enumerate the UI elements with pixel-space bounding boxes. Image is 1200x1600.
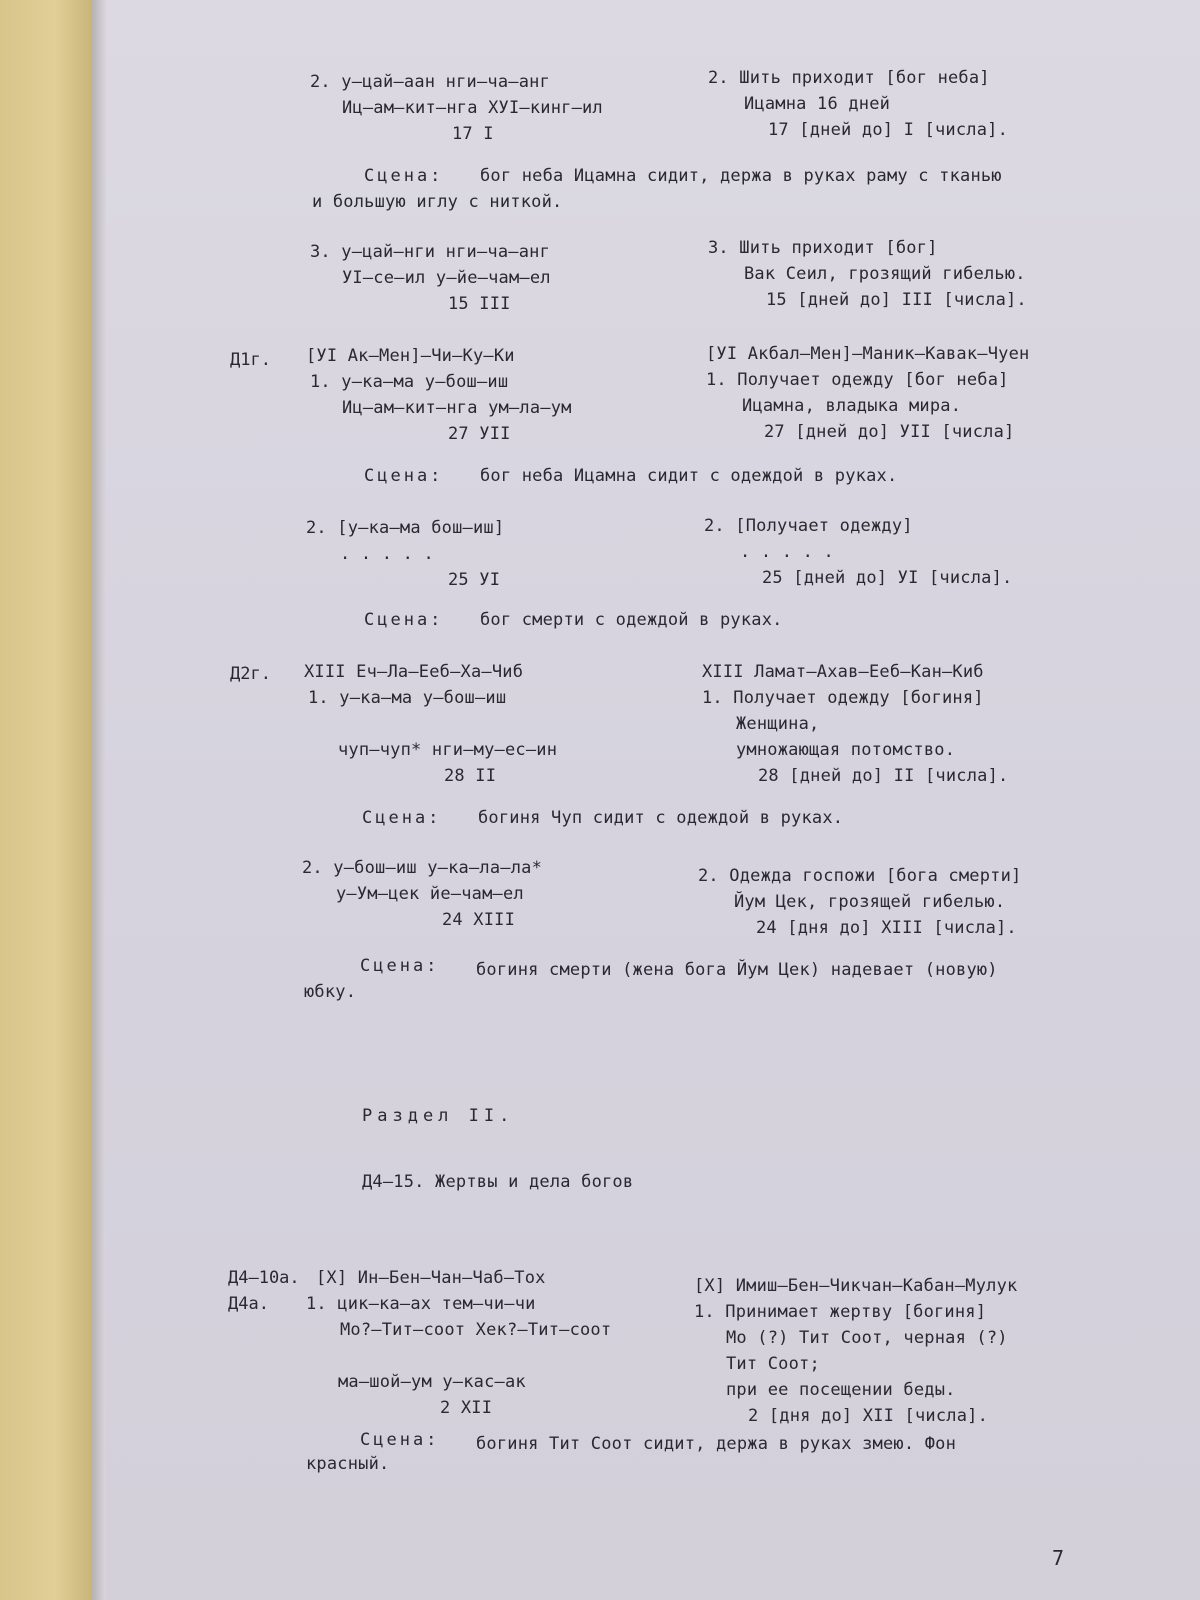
b2-left-2: УI–се–ил у–йе–чам–ел: [342, 268, 551, 288]
b3-left-2: 1. у–ка–ма у–бош–иш: [310, 372, 509, 392]
last-left-1: 1. цик–ка–ах тем–чи–чи: [306, 1294, 536, 1314]
b5-right-3: Женщина,: [736, 714, 820, 734]
b1-scene-cont: и большую иглу с ниткой.: [312, 192, 563, 212]
b1-right-3: 17 [дней до] I [числа].: [768, 120, 1009, 140]
last-right-6: 2 [дня до] XII [числа].: [748, 1406, 989, 1426]
page-number: 7: [1052, 1546, 1065, 1570]
b5-right-4: умножающая потомство.: [736, 740, 956, 760]
b5-left-3: чуп–чуп* нги–му–ес–ин: [338, 740, 558, 760]
b1-left-2: Иц–ам–кит–нга XУI–кинг–ил: [342, 98, 603, 118]
b5-scene-text: богиня Чуп сидит с одеждой в руках.: [478, 808, 844, 828]
b5-scene-word: Сцена:: [362, 808, 442, 828]
b4-scene-text: бог смерти с одеждой в руках.: [480, 610, 783, 630]
last-left-3: ма–шой–ум у–кас–ак: [338, 1372, 526, 1392]
last-scene-text: богиня Тит Соот сидит, держа в руках змею. Фон: [476, 1434, 957, 1454]
b5-label: Д2г.: [230, 664, 271, 684]
b5-right-2: 1. Получает одежду [богиня]: [702, 688, 984, 708]
last-left-head: [X] Ин–Бен–Чан–Чаб–Тох: [316, 1268, 546, 1288]
b4-right-3: 25 [дней до] УI [числа].: [762, 568, 1013, 588]
b3-right-4: 27 [дней до] УII [числа]: [764, 422, 1015, 442]
d4a-label: Д4а.: [228, 1294, 269, 1314]
b5-left-1: XIII Еч–Ла–Еeб–Ха–Чиб: [304, 662, 524, 682]
gutter-shadow: [92, 0, 106, 1600]
b6-right-1: 2. Одежда госпожи [бога смерти]: [698, 866, 1022, 886]
last-left-4: 2 XII: [440, 1398, 493, 1418]
d4-10a-label: Д4–10а.: [228, 1268, 300, 1288]
b4-right-dots: . . . . .: [740, 542, 834, 562]
section-subtitle: Д4–15. Жертвы и дела богов: [362, 1172, 634, 1192]
b5-right-1: XIII Ламат–Ахав–Еeб–Кан–Киб: [702, 662, 984, 682]
b6-scene-text: богиня смерти (жена бога Йум Цек) надевает (новую): [476, 960, 998, 980]
b3-left-1: [УI Ак–Мен]–Чи–Ку–Ки: [306, 346, 515, 366]
b6-scene-cont: юбку.: [304, 982, 357, 1002]
book-page: [106, 0, 1200, 1600]
b6-scene-word: Сцена:: [360, 956, 440, 976]
b1-scene-word: Сцена:: [364, 166, 444, 186]
b3-scene-text: бог неба Ицамна сидит с одеждой в руках.: [480, 466, 898, 486]
b3-right-2: 1. Получает одежду [бог неба]: [706, 370, 1009, 390]
b1-scene-text: бог неба Ицамна сидит, держа в руках раму с тканью: [480, 166, 1002, 186]
b4-scene-word: Сцена:: [364, 610, 444, 630]
b6-right-3: 24 [дня до] XIII [числа].: [756, 918, 1017, 938]
b3-label: Д1г.: [230, 350, 271, 370]
b2-right-1: 3. Шить приходит [бог]: [708, 238, 938, 258]
last-right-2: 1. Принимает жертву [богиня]: [694, 1302, 987, 1322]
b3-scene-word: Сцена:: [364, 466, 444, 486]
b1-right-1: 2. Шить приходит [бог неба]: [708, 68, 990, 88]
b5-right-5: 28 [дней до] II [числа].: [758, 766, 1009, 786]
b2-left-3: 15 III: [448, 294, 511, 314]
b6-left-1: 2. у–бош–иш у–ка–ла–ла*: [302, 858, 543, 878]
b5-left-4: 28 II: [444, 766, 497, 786]
b6-left-3: 24 XIII: [442, 910, 516, 930]
b5-left-2: 1. у–ка–ма у–бош–иш: [308, 688, 507, 708]
b3-left-4: 27 УII: [448, 424, 511, 444]
b3-left-3: Иц–ам–кит–нга ум–ла–ум: [342, 398, 572, 418]
b6-right-2: Йум Цек, грозящей гибелью.: [734, 892, 1006, 912]
last-right-4: Тит Соот;: [726, 1354, 820, 1374]
last-left-2: Мо?–Тит–соот Хек?–Тит–соот: [340, 1320, 612, 1340]
b4-left-3: 25 УI: [448, 570, 501, 590]
b2-right-2: Вак Сеил, грозящий гибелью.: [744, 264, 1026, 284]
b1-left-3: 17 I: [452, 124, 494, 144]
b2-left-1: 3. у–цай–нги нги–ча–анг: [310, 242, 551, 262]
section-title: Раздел II.: [362, 1106, 515, 1126]
b2-right-3: 15 [дней до] III [числа].: [766, 290, 1027, 310]
last-scene-cont: красный.: [306, 1454, 390, 1474]
b3-right-3: Ицамна, владыка мира.: [742, 396, 962, 416]
book-spine: [0, 0, 92, 1600]
b4-right-1: 2. [Получает одежду]: [704, 516, 913, 536]
b1-left-1: 2. у–цай–аан нги–ча–анг: [310, 72, 551, 92]
b1-right-2: Ицамна 16 дней: [744, 94, 891, 114]
b4-left-dots: . . . . .: [340, 544, 434, 564]
b4-left-1: 2. [у–ка–ма бош–иш]: [306, 518, 505, 538]
last-right-1: [X] Имиш–Бен–Чикчан–Кабан–Мулук: [694, 1276, 1018, 1296]
last-right-3: Мо (?) Тит Соот, черная (?): [726, 1328, 1008, 1348]
b6-left-2: у–Ум–цек йе–чам–ел: [336, 884, 524, 904]
b3-right-1: [УI Акбал–Мен]–Маник–Кавак–Чуен: [706, 344, 1030, 364]
last-right-5: при ее посещении беды.: [726, 1380, 956, 1400]
last-scene-word: Сцена:: [360, 1430, 440, 1450]
